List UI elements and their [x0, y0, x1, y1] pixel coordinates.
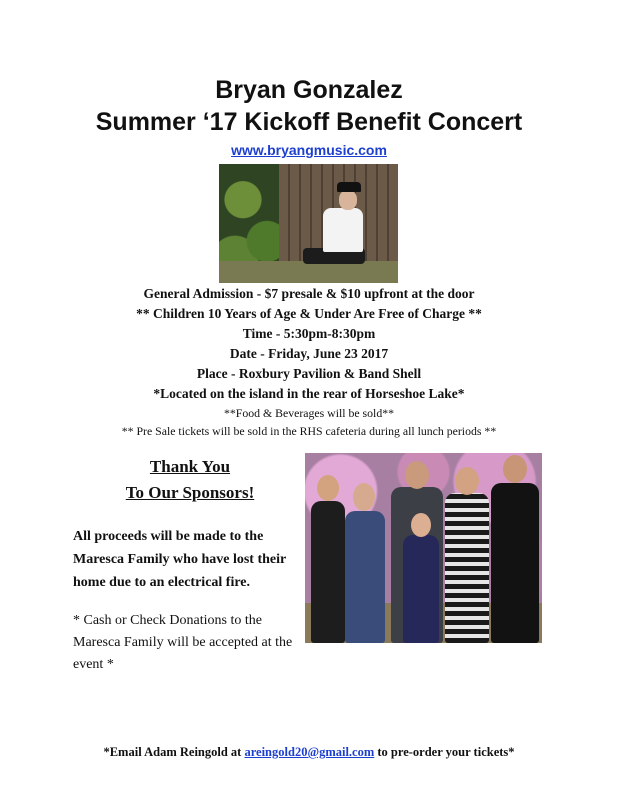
family-photo [305, 453, 542, 643]
family-member-6-head [503, 455, 527, 483]
family-member-4 [403, 535, 439, 643]
ground [219, 261, 398, 283]
children-line: ** Children 10 Years of Age & Under Are Free of Charge ** [136, 306, 482, 321]
title-name: Bryan Gonzalez [215, 76, 403, 104]
footer-prefix: *Email Adam Reingold at [103, 745, 245, 759]
title-event: Summer ‘17 Kickoff Benefit Concert [95, 108, 523, 136]
family-member-5 [445, 493, 489, 643]
location-line: *Located on the island in the rear of Horseshoe Lake* [153, 386, 465, 401]
admission-line: General Admission - $7 presale & $10 upfront at the door [143, 286, 475, 301]
performer-photo [219, 164, 398, 283]
family-member-4-head [411, 513, 431, 537]
family-member-5-head [455, 467, 479, 495]
performer-hat [337, 182, 361, 192]
sponsors-heading-line1: Thank You [149, 457, 231, 476]
food-line: **Food & Beverages will be sold** [223, 406, 395, 420]
performer-head [339, 190, 357, 210]
website-link[interactable]: www.bryangmusic.com [231, 142, 387, 158]
footer-suffix: to pre-order your tickets* [374, 745, 515, 759]
proceeds-text: All proceeds will be made to the Maresca Family who have lost their home due to an electrical fire. [73, 529, 286, 590]
family-member-1-head [317, 475, 339, 501]
presale-line: ** Pre Sale tickets will be sold in the RHS cafeteria during all lunch periods ** [121, 424, 497, 438]
date-line: Date - Friday, June 23 2017 [229, 346, 389, 361]
place-line: Place - Roxbury Pavilion & Band Shell [196, 366, 422, 381]
time-line: Time - 5:30pm-8:30pm [242, 326, 376, 341]
family-member-2-head [353, 483, 375, 511]
footer-contact [0, 745, 618, 760]
family-member-2 [345, 511, 385, 643]
family-member-6 [491, 483, 539, 643]
performer-shirt [323, 208, 363, 252]
family-member-3-head [405, 461, 429, 489]
family-member-1 [311, 501, 345, 643]
donations-text: * Cash or Check Donations to the Maresca Family will be accepted at the event * [73, 613, 293, 672]
sponsors-heading-line2: To Our Sponsors! [125, 483, 255, 502]
email-link[interactable]: areingold20@gmail.com [244, 745, 375, 759]
